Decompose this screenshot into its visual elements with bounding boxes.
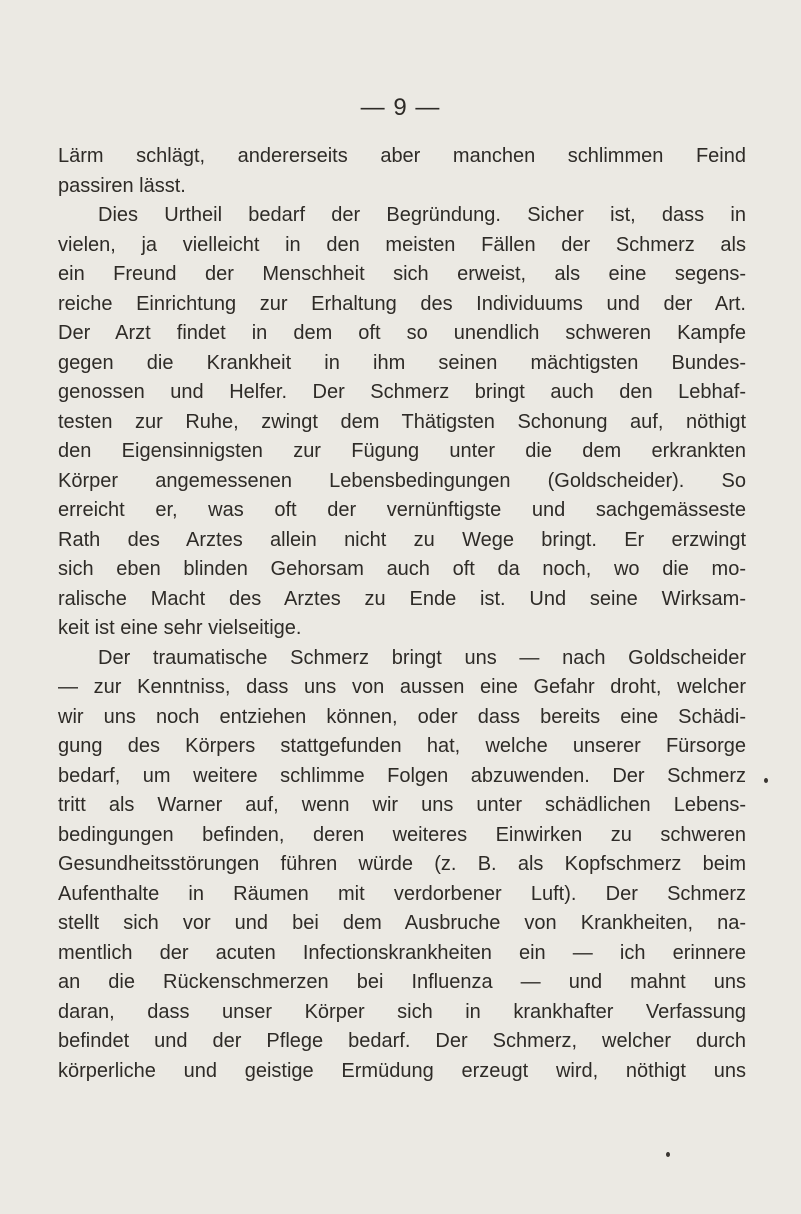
- text-line: vielen, ja vielleicht in den meisten Fällen der Schmerz als: [58, 233, 746, 256]
- text-line: den Eigensinnigsten zur Fügung unter die dem erkrankten: [58, 440, 746, 462]
- text-line: Aufenthalte in Räumen mit verdorbener Luft). Der Schmerz: [58, 882, 746, 905]
- text-line: testen zur Ruhe, zwingt dem Thätigsten Schonung auf, nöthigt: [58, 410, 746, 433]
- text-line: Der Arzt findet in dem oft so unendlich schweren Kampfe: [58, 322, 746, 344]
- page-number: — 9 —: [360, 94, 441, 121]
- ink-speck: [666, 1152, 670, 1157]
- text-line: daran, dass unser Körper sich in krankhafter Verfassung: [58, 1000, 746, 1023]
- text-line: Rath des Arztes allein nicht zu Wege bringt. Er erzwingt: [58, 528, 746, 551]
- text-line: Der traumatische Schmerz bringt uns — nach Goldscheider: [98, 646, 746, 669]
- text-line: körperliche und geistige Ermüdung erzeugt wird, nöthigt uns: [58, 1059, 746, 1082]
- text-line: genossen und Helfer. Der Schmerz bringt auch den Lebhaf-: [58, 381, 746, 403]
- text-line: reiche Einrichtung zur Erhaltung des Individuums und der Art.: [58, 292, 746, 315]
- body-text: [58, 142, 746, 1086]
- text-line: stellt sich vor und bei dem Ausbruche von Krankheiten, na-: [58, 912, 746, 934]
- ink-speck: [764, 778, 768, 783]
- text-line: mentlich der acuten Infectionskrankheiten ein — ich erinnere: [58, 941, 746, 964]
- text-line: passiren lässt.: [58, 174, 186, 197]
- text-line: tritt als Warner auf, wenn wir uns unter schädlichen Lebens-: [58, 794, 746, 816]
- text-line: keit ist eine sehr vielseitige.: [58, 617, 302, 639]
- text-line: befindet und der Pflege bedarf. Der Schmerz, welcher durch: [58, 1030, 746, 1052]
- text-line: Lärm schlägt, andererseits aber manchen schlimmen Feind: [58, 145, 746, 167]
- text-line: wir uns noch entziehen können, oder dass bereits eine Schädi-: [58, 705, 746, 728]
- text-line: ralische Macht des Arztes zu Ende ist. Und seine Wirksam-: [58, 587, 746, 610]
- text-line: gegen die Krankheit in ihm seinen mächtigsten Bundes-: [58, 351, 746, 374]
- text-line: — zur Kenntniss, dass uns von aussen eine Gefahr droht, welcher: [58, 676, 746, 698]
- text-line: bedingungen befinden, deren weiteres Einwirken zu schweren: [58, 823, 746, 846]
- text-line: sich eben blinden Gehorsam auch oft da noch, wo die mo-: [58, 558, 746, 580]
- text-line: Dies Urtheil bedarf der Begründung. Sicher ist, dass in: [98, 204, 746, 226]
- text-line: gung des Körpers stattgefunden hat, welche unserer Fürsorge: [58, 735, 746, 757]
- text-line: ein Freund der Menschheit sich erweist, als eine segens-: [58, 263, 746, 285]
- text-line: bedarf, um weitere schlimme Folgen abzuwenden. Der Schmerz: [58, 764, 746, 787]
- text-line: erreicht er, was oft der vernünftigste und sachgemässeste: [58, 499, 746, 521]
- text-line: Körper angemessenen Lebensbedingungen (Goldscheider). So: [58, 469, 746, 492]
- text-line: an die Rückenschmerzen bei Influenza — und mahnt uns: [58, 971, 746, 993]
- text-line: Gesundheitsstörungen führen würde (z. B. als Kopfschmerz beim: [58, 853, 746, 875]
